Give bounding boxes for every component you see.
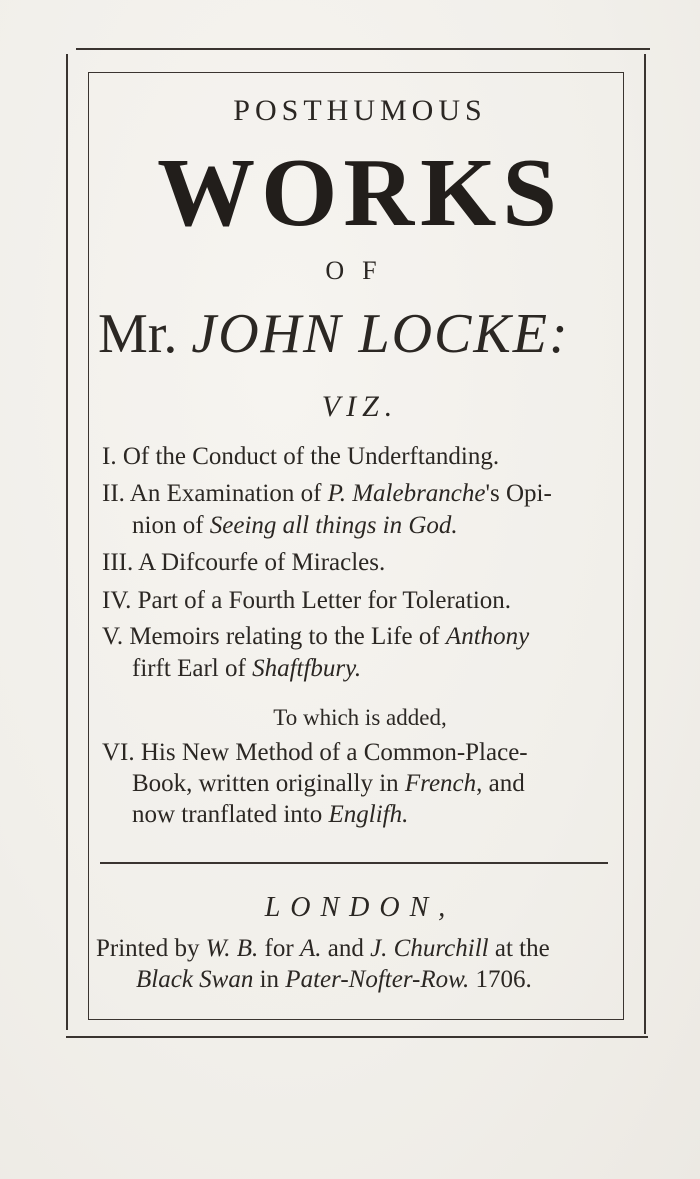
contents-italic: Englifh.	[328, 801, 409, 828]
main-title: WORKS	[157, 139, 563, 247]
contents-item-2-cont	[132, 513, 458, 538]
contents-text: IV. Part of a Fourth Letter for Toleration.	[102, 587, 512, 614]
contents-text: V. Memoirs relating to the Life of	[102, 623, 446, 650]
to-which-is-added: To which is added,	[273, 705, 447, 730]
supertitle: POSTHUMOUS	[233, 94, 487, 127]
contents-item-6	[102, 740, 528, 765]
imprint-city: LONDON,	[264, 892, 456, 923]
contents-text: 's Opi-	[485, 480, 552, 507]
imprint-text: in	[253, 966, 286, 993]
contents-item-2	[102, 481, 552, 506]
contents-italic: French	[404, 770, 477, 797]
contents-italic: Shaftfbury.	[252, 655, 362, 682]
contents-item-6-cont-2	[132, 802, 408, 827]
viz-heading: VIZ.	[321, 390, 399, 423]
author-line	[98, 303, 628, 365]
imprint-text: at the	[488, 935, 550, 962]
contents-item-6-cont-1	[132, 771, 525, 796]
divider-rule	[100, 862, 608, 864]
imprint-text: 1706.	[469, 966, 532, 993]
outer-rule-right	[644, 54, 646, 1034]
outer-rule-top	[76, 48, 650, 50]
contents-text: , and	[476, 770, 525, 797]
contents-text: VI. His New Method of a Common-Place-	[102, 739, 528, 766]
imprint-text: Printed by	[96, 935, 206, 962]
imprint-text: and	[321, 935, 371, 962]
outer-rule-bottom	[66, 1036, 648, 1038]
outer-rule-left	[66, 54, 68, 1030]
title-of: OF	[325, 256, 395, 285]
imprint-italic: Pater-Nofter-Row.	[285, 966, 470, 993]
contents-text: nion of	[132, 512, 210, 539]
contents-italic: Anthony	[445, 623, 530, 650]
contents-item-3	[102, 550, 385, 575]
contents-italic: P. Malebranche	[327, 480, 486, 507]
imprint-italic: Black Swan	[136, 966, 254, 993]
contents-item-5-cont	[132, 656, 361, 681]
imprint-line-2	[136, 967, 532, 992]
contents-text: now tranflated into	[132, 801, 329, 828]
author-name: JOHN LOCKE:	[191, 303, 570, 365]
author-prefix: Mr.	[98, 303, 178, 365]
contents-text: Book, written originally in	[132, 770, 405, 797]
imprint-line-1	[96, 936, 550, 961]
imprint-italic: A.	[299, 935, 322, 962]
imprint-italic: J. Churchill	[370, 935, 489, 962]
contents-text: firft Earl of	[132, 655, 253, 682]
contents-text: II. An Examination of	[102, 480, 328, 507]
imprint-italic: W. B.	[205, 935, 259, 962]
contents-text: I. Of the Conduct of the Underftanding.	[102, 443, 500, 470]
contents-item-1	[102, 444, 499, 469]
contents-item-4	[102, 588, 511, 613]
imprint-text: for	[258, 935, 300, 962]
contents-text: III. A Difcourfe of Miracles.	[102, 549, 386, 576]
contents-italic: Seeing all things in God.	[209, 512, 458, 539]
contents-item-5	[102, 624, 529, 649]
